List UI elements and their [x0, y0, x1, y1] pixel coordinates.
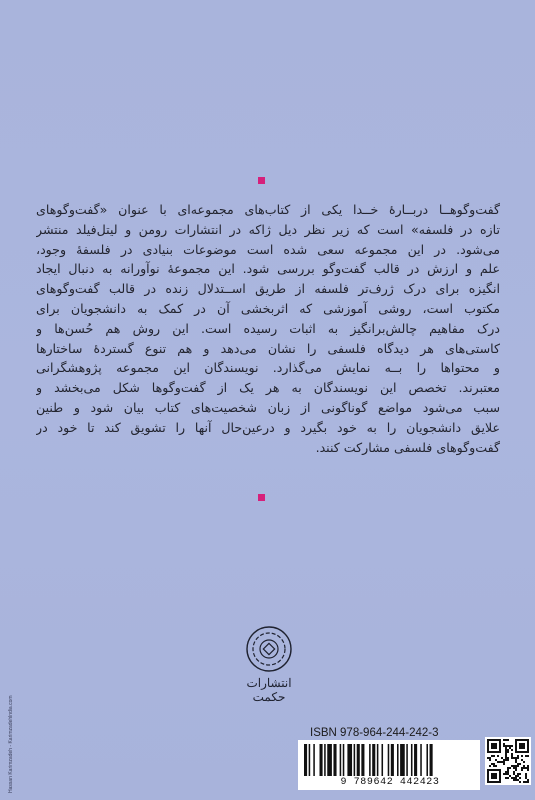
blurb-line: می‌شود. در این مجموعه سعی شده است موضوعات بنیادی در فلسفهٔ وجود، — [36, 241, 500, 257]
blurb-line: و محتواها را بــه نمایش می‌گذارد. نویسندگان این مجموعه پژوهشگرانی — [36, 360, 500, 376]
blurb-line: کاستی‌های هر دیدگاه فلسفی را نشان می‌دهد و هم تنوع گستردهٔ ساختارها — [36, 340, 500, 356]
blurb-line: گفت‌وگوهای فلسفی مشارکت کنند. — [315, 439, 500, 455]
blurb-line: گفت‌وگوهــا دربــارهٔ خــدا یکی از کتاب‌های مجموعه‌ای با عنوان «گفت‌وگوهای — [36, 202, 500, 217]
blurb-line: مکتوب است، روشی آموزشی که اثربخشی آن در کمک به دانشجویان برای — [36, 300, 500, 316]
barcode-digits: 9 789642 442423 — [300, 777, 480, 788]
publisher-name: انتشارات حکمت — [246, 676, 292, 704]
blurb-line: علم و ارزش در قالب گفت‌وگو بررسی شود. این مجموعهٔ نوآورانه به دنبال ایجاد — [36, 261, 500, 277]
blurb-line: علایق دانشجویان را به خود بگیرد و درعین‌حال آنها را تشویق کند تا خود در — [36, 419, 500, 435]
blurb-line: سبب می‌شود مواضع گوناگونی از زبان شخصیت‌های کتاب بیان شود و طنین — [36, 399, 500, 415]
spine-credit: Hassan Karimzadeh - Karimzadehlndia.com — [8, 695, 14, 793]
blurb-line: درک مفاهیم چالش‌برانگیز به اثبات رسیده است. این روش هم حُسن‌ها و — [36, 320, 500, 336]
blurb-line: تازه در فلسفه» است که زیر نظر دیل ژاکه در انتشارات رومن و لیتل‌فیلد منتشر — [36, 221, 500, 237]
qr-code — [485, 737, 531, 785]
isbn-label: ISBN 978-964-244-242-3 — [310, 727, 439, 739]
decorative-square-bottom — [258, 494, 265, 501]
blurb-text — [36, 200, 500, 457]
blurb-line: انگیزه برای درک ژرف‌تر فلسفه از طریق اســتدلال زنده در قالب گفت‌وگوهای — [36, 281, 500, 297]
blurb-line: معتبرند. تخصص این نویسندگان به هر یک از گفت‌وگوها شکل می‌بخشد و — [36, 380, 500, 396]
decorative-square-top — [258, 177, 265, 184]
